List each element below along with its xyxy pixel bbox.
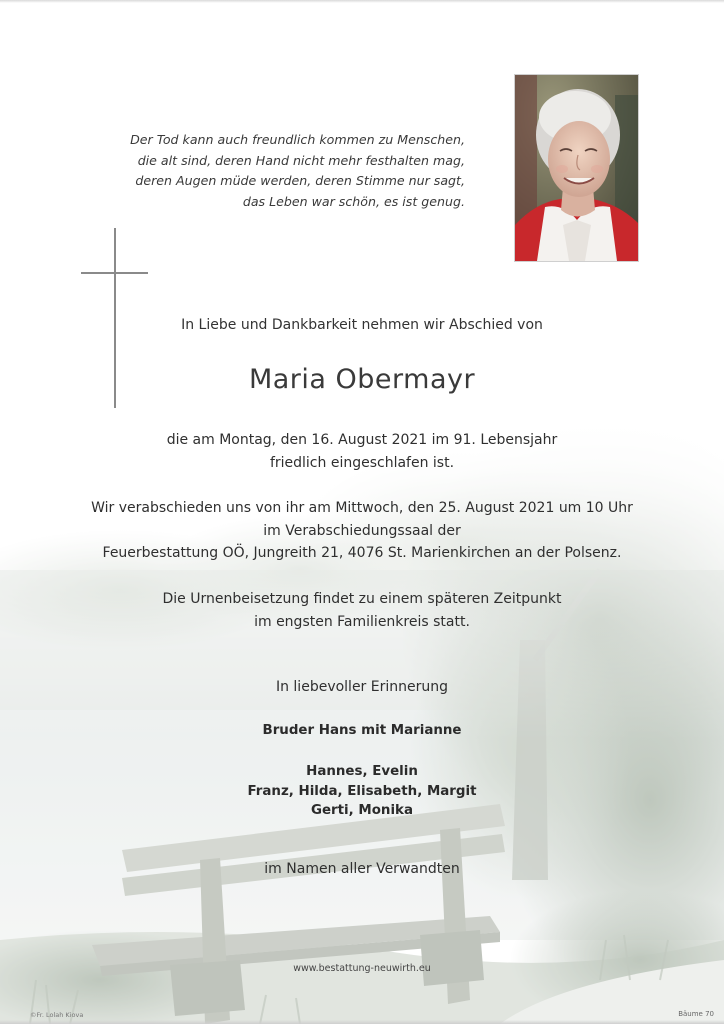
mourner-family-line: Hannes, Evelin [306,764,418,779]
urn-burial-line: im engsten Familienkreis statt. [254,613,470,630]
poem [110,130,465,212]
death-notice-line: friedlich eingeschlafen ist. [269,454,455,471]
poem-line: Der Tod kann auch freundlich kommen zu Menschen, [130,132,465,147]
farewell-line: Wir verabschieden uns von ihr am Mittwoch, den 25. August 2021 um 10 Uhr [91,500,633,516]
cross-icon-horizontal [81,272,148,274]
death-notice [0,429,724,474]
deceased-name: Maria Obermayr [248,364,476,395]
farewell-details [0,497,724,565]
death-notice-line: die am Montag, den 16. August 2021 im 91. Lebensjahr [166,432,558,448]
mourner-family [0,762,724,821]
portrait-illustration [515,75,638,261]
portrait-photo [515,75,638,261]
poem-line: deren Augen müde werden, deren Stimme nur sagt, [135,173,465,188]
poem-line: das Leben war schön, es ist genug. [242,193,465,209]
intro-text: In Liebe und Dankbarkeit nehmen wir Abschied von [181,317,543,333]
poem-line: die alt sind, deren Hand nicht mehr festhalten mag, [137,152,465,168]
memory-line: In liebevoller Erinnerung [275,679,449,695]
farewell-line: im Verabschiedungssaal der [263,522,461,539]
relatives-line: im Namen aller Verwandten [264,861,460,877]
urn-burial-line: Die Urnenbeisetzung findet zu einem späteren Zeitpunkt [162,591,562,607]
scan-edge-top [0,0,724,3]
farewell-line: Feuerbestattung OÖ, Jungreith 21, 4076 St. Marienkirchen an der Polsenz. [102,545,622,561]
website-link[interactable]: www.bestattung-neuwirth.eu [293,963,431,974]
template-label: Bäume 70 [678,1010,714,1018]
mourner-family-line: Gerti, Monika [310,803,413,818]
mourner-family-line: Franz, Hilda, Elisabeth, Margit [247,783,477,799]
mourner-brother: Bruder Hans mit Marianne [262,723,462,738]
urn-burial-notice [0,588,724,633]
scan-edge-bottom [0,1020,724,1024]
photo-credit: ©Fr. Lolah Kiova [30,1011,84,1019]
